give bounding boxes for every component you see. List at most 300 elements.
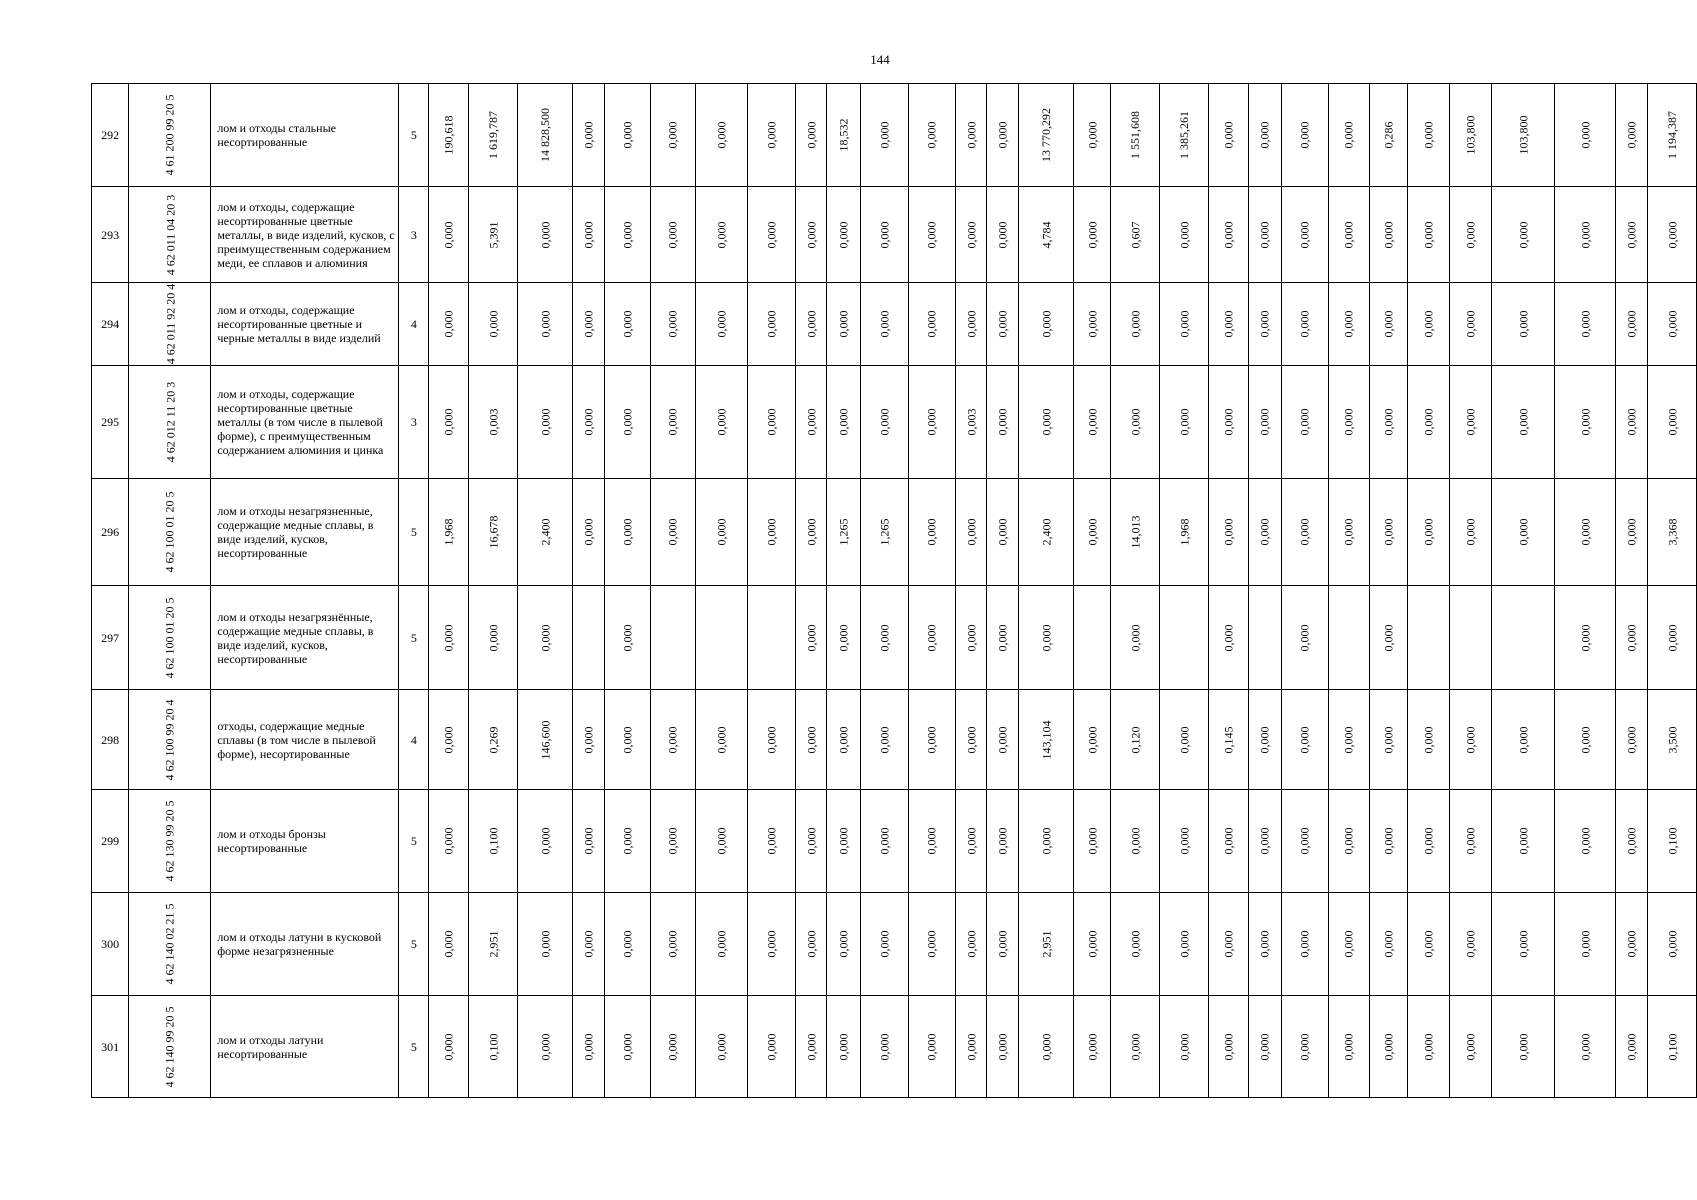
waste-name	[211, 690, 399, 790]
value-cell	[1249, 893, 1282, 996]
value-cell	[1074, 586, 1111, 690]
value-cell	[795, 790, 827, 893]
value-cell	[1407, 84, 1449, 187]
value-cell-text: 0,000	[538, 827, 553, 855]
value-cell-text: 0,000	[620, 221, 635, 248]
value-cell	[1160, 84, 1209, 187]
table-row	[92, 187, 1697, 283]
value-cell-text: 0,000	[538, 310, 553, 338]
value-cell	[1328, 479, 1369, 586]
value-cell	[1449, 690, 1492, 790]
value-cell	[861, 366, 908, 479]
value-cell-text: 0,000	[665, 310, 680, 338]
value-cell	[908, 84, 955, 187]
value-cell	[518, 586, 573, 690]
value-cell-text: 0,000	[714, 827, 729, 855]
value-cell-text: 0,000	[1516, 930, 1531, 958]
value-cell	[1281, 187, 1328, 283]
value-cell	[651, 366, 695, 479]
value-cell	[604, 84, 650, 187]
value-cell	[1209, 366, 1249, 479]
value-cell	[827, 996, 861, 1098]
value-cell-text: 0,000	[1578, 1033, 1593, 1060]
waste-code-text: 4 62 130 99 20 5	[162, 800, 177, 882]
value-cell-text: 0,000	[1085, 1033, 1100, 1060]
value-cell	[1111, 479, 1160, 586]
value-cell-text: 0,000	[995, 121, 1010, 149]
value-cell-text: 0,000	[1421, 518, 1436, 546]
value-cell-text: 0,000	[1341, 726, 1356, 753]
value-cell-text: 0,000	[995, 518, 1010, 546]
value-cell-text: 0,000	[1341, 310, 1356, 338]
value-cell-text: 0,000	[1177, 310, 1192, 338]
value-cell-text: 0,000	[1463, 827, 1478, 855]
value-cell	[695, 893, 748, 996]
value-cell-text: 0,000	[538, 930, 553, 958]
value-cell	[1616, 586, 1648, 690]
value-cell-text: 0,000	[1624, 121, 1639, 149]
value-cell	[1369, 283, 1407, 366]
value-cell	[1555, 790, 1616, 893]
value-cell	[518, 996, 573, 1098]
value-cell-text: 1,265	[836, 518, 851, 546]
value-cell	[908, 366, 955, 479]
value-cell-text: 0,000	[764, 121, 779, 149]
value-cell-text: 0,000	[620, 1033, 635, 1060]
value-cell	[1281, 790, 1328, 893]
value-cell-text: 0,000	[581, 930, 596, 958]
value-cell-text: 0,000	[995, 726, 1010, 753]
value-cell-text: 14 828,500	[538, 108, 553, 162]
value-cell-text: 0,000	[1516, 518, 1531, 546]
value-cell-text: 0,000	[1297, 624, 1312, 651]
value-cell-text: 0,000	[1578, 221, 1593, 248]
value-cell-text: 0,000	[1177, 827, 1192, 855]
value-cell-text: 0,000	[486, 310, 501, 338]
value-cell-text: 0,000	[1128, 1033, 1143, 1060]
value-cell-text: 0,000	[714, 518, 729, 546]
value-cell-text: 0,000	[1421, 221, 1436, 248]
row-number-text: 294	[101, 317, 120, 331]
waste-code	[129, 84, 211, 187]
value-cell	[604, 893, 650, 996]
value-cell-text: 0,000	[995, 221, 1010, 248]
value-cell	[1492, 586, 1555, 690]
value-cell-text: 0,000	[1624, 518, 1639, 546]
value-cell-text: 0,000	[924, 1033, 939, 1060]
value-cell-text: 0,000	[486, 624, 501, 651]
row-number-text: 292	[101, 128, 120, 142]
value-cell-text: 143,104	[1039, 720, 1054, 759]
value-cell	[573, 366, 605, 479]
value-cell-text: 0,000	[764, 518, 779, 546]
value-cell	[695, 479, 748, 586]
value-cell	[1648, 893, 1697, 996]
value-cell	[827, 366, 861, 479]
value-cell	[1492, 187, 1555, 283]
value-cell-text: 0,000	[924, 221, 939, 248]
value-cell-text: 1 194,387	[1665, 111, 1679, 159]
value-cell	[1492, 283, 1555, 366]
value-cell-text: 0,000	[441, 1033, 456, 1060]
value-cell	[795, 996, 827, 1098]
value-cell	[1111, 187, 1160, 283]
value-cell	[1249, 283, 1282, 366]
value-cell-text: 0,000	[620, 624, 635, 651]
hazard-class	[399, 996, 429, 1098]
value-cell	[795, 586, 827, 690]
value-cell	[429, 790, 469, 893]
value-cell-text: 2,951	[486, 930, 501, 958]
value-cell-text: 0,000	[1177, 1033, 1192, 1060]
hazard-class	[399, 586, 429, 690]
value-cell-text: 0,000	[924, 827, 939, 855]
value-cell	[1019, 84, 1074, 187]
value-cell	[1492, 690, 1555, 790]
value-cell-text: 0,000	[1177, 408, 1192, 436]
value-cell	[748, 479, 795, 586]
value-cell	[518, 84, 573, 187]
value-cell-text: 0,000	[836, 1033, 851, 1060]
value-cell-text: 0,000	[877, 726, 892, 753]
value-cell	[1369, 790, 1407, 893]
value-cell	[573, 187, 605, 283]
value-cell-text: 0,000	[1221, 221, 1236, 248]
value-cell	[1160, 283, 1209, 366]
value-cell	[1328, 366, 1369, 479]
value-cell-text: 0,000	[804, 930, 818, 958]
value-cell	[429, 187, 469, 283]
value-cell	[1160, 366, 1209, 479]
value-cell	[1616, 479, 1648, 586]
hazard-class-text: 4	[410, 732, 417, 747]
value-cell-text: 0,120	[1128, 726, 1143, 753]
row-number	[92, 283, 129, 366]
value-cell-text: 0,000	[995, 408, 1010, 436]
value-cell-text: 0,000	[964, 930, 979, 958]
value-cell-text: 0,000	[804, 310, 818, 338]
hazard-class-text: 5	[410, 1039, 417, 1054]
value-cell-text: 0,000	[964, 121, 979, 149]
value-cell	[1407, 187, 1449, 283]
value-cell	[1209, 187, 1249, 283]
value-cell-text: 0,000	[964, 518, 979, 546]
value-cell-text: 0,000	[538, 408, 553, 436]
waste-name	[211, 283, 399, 366]
value-cell	[1281, 283, 1328, 366]
value-cell	[748, 586, 795, 690]
value-cell-text: 0,000	[1085, 827, 1100, 855]
waste-name-text: лом и отходы, содержащие несортированные цветные металлы, в виде изделий, кусков, с преимущественным содержанием меди, ее сплавов и алюминия	[217, 199, 395, 270]
value-cell	[861, 479, 908, 586]
value-cell-text: 0,000	[804, 408, 818, 436]
value-cell	[1616, 996, 1648, 1098]
waste-code-text: 4 62 100 01 20 5	[162, 491, 177, 573]
value-cell-text: 0,000	[1578, 310, 1593, 338]
value-cell	[1369, 893, 1407, 996]
value-cell	[1074, 479, 1111, 586]
value-cell	[518, 283, 573, 366]
value-cell-text: 0,000	[1341, 827, 1356, 855]
waste-name	[211, 893, 399, 996]
waste-table	[91, 83, 1697, 1098]
value-cell-text: 0,000	[877, 1033, 892, 1060]
value-cell	[469, 893, 518, 996]
value-cell	[1616, 366, 1648, 479]
value-cell-text: 0,000	[836, 827, 851, 855]
value-cell-text: 0,000	[538, 221, 553, 248]
value-cell	[861, 790, 908, 893]
value-cell	[1160, 790, 1209, 893]
value-cell	[573, 283, 605, 366]
value-cell-text: 0,000	[924, 310, 939, 338]
value-cell-text: 0,000	[924, 726, 939, 753]
value-cell	[469, 790, 518, 893]
value-cell	[1209, 283, 1249, 366]
value-cell	[518, 790, 573, 893]
value-cell-text: 0,000	[1516, 310, 1531, 338]
value-cell	[1328, 586, 1369, 690]
value-cell	[1019, 479, 1074, 586]
value-cell	[827, 690, 861, 790]
value-cell-text: 0,000	[1128, 827, 1143, 855]
value-cell	[1407, 366, 1449, 479]
value-cell	[1160, 187, 1209, 283]
value-cell	[748, 893, 795, 996]
value-cell	[1369, 479, 1407, 586]
value-cell	[1074, 283, 1111, 366]
value-cell-text: 0,000	[1341, 121, 1356, 149]
value-cell	[908, 996, 955, 1098]
value-cell-text: 0,000	[1297, 310, 1312, 338]
value-cell	[1111, 586, 1160, 690]
value-cell-text: 0,000	[1341, 408, 1356, 436]
value-cell	[1074, 996, 1111, 1098]
value-cell	[469, 187, 518, 283]
value-cell	[1369, 187, 1407, 283]
value-cell-text: 0,000	[581, 408, 596, 436]
waste-name	[211, 187, 399, 283]
value-cell-text: 0,000	[1463, 221, 1478, 248]
value-cell-text: 0,000	[714, 408, 729, 436]
value-cell-text: 0,000	[1463, 310, 1478, 338]
waste-code-text: 4 62 140 99 20 5	[162, 1006, 177, 1087]
value-cell-text: 0,000	[1381, 827, 1396, 855]
value-cell-text: 0,000	[1039, 310, 1054, 338]
value-cell	[695, 690, 748, 790]
value-cell-text: 0,000	[441, 310, 456, 338]
value-cell-text: 0,000	[1381, 408, 1396, 436]
value-cell-text: 0,286	[1381, 121, 1396, 149]
value-cell-text: 0,000	[665, 1033, 680, 1060]
hazard-class	[399, 366, 429, 479]
value-cell	[987, 283, 1019, 366]
value-cell-text: 0,000	[1516, 408, 1531, 436]
value-cell	[469, 690, 518, 790]
value-cell-text: 0,000	[1624, 726, 1639, 753]
hazard-class	[399, 84, 429, 187]
value-cell	[1281, 479, 1328, 586]
value-cell	[1492, 366, 1555, 479]
value-cell-text: 0,000	[836, 726, 851, 753]
value-cell	[1074, 790, 1111, 893]
value-cell	[469, 479, 518, 586]
value-cell	[1407, 996, 1449, 1098]
value-cell-text: 0,000	[1257, 121, 1272, 149]
value-cell	[1369, 84, 1407, 187]
value-cell-text: 0,000	[1624, 930, 1639, 958]
waste-name-text: лом и отходы латуни в кусковой форме незагрязненные	[217, 930, 382, 958]
value-cell	[1369, 690, 1407, 790]
waste-code-text: 4 62 011 92 20 4	[162, 283, 177, 365]
value-cell-text: 0,000	[1221, 930, 1236, 958]
value-cell-text: 0,000	[1221, 624, 1236, 651]
value-cell	[987, 187, 1019, 283]
value-cell	[604, 187, 650, 283]
value-cell	[469, 84, 518, 187]
value-cell	[795, 893, 827, 996]
value-cell-text: 103,800	[1516, 115, 1531, 155]
value-cell-text: 0,000	[1665, 221, 1679, 248]
waste-name	[211, 366, 399, 479]
value-cell-text: 0,000	[665, 930, 680, 958]
value-cell-text: 0,000	[1624, 827, 1639, 855]
value-cell-text: 0,000	[764, 930, 779, 958]
value-cell-text: 0,000	[804, 1033, 818, 1060]
value-cell	[573, 790, 605, 893]
value-cell-text: 0,000	[877, 624, 892, 651]
value-cell	[1616, 893, 1648, 996]
value-cell-text: 0,000	[995, 827, 1010, 855]
row-number	[92, 187, 129, 283]
waste-code-text: 4 62 100 99 20 4	[162, 699, 177, 780]
value-cell-text: 0,000	[1421, 1033, 1436, 1060]
value-cell-text: 0,000	[1297, 930, 1312, 958]
value-cell-text: 0,000	[1257, 930, 1272, 958]
value-cell	[1616, 690, 1648, 790]
value-cell-text: 103,800	[1463, 115, 1478, 155]
value-cell	[987, 690, 1019, 790]
value-cell	[1555, 690, 1616, 790]
value-cell	[955, 283, 987, 366]
value-cell	[518, 479, 573, 586]
value-cell-text: 0,000	[1297, 1033, 1312, 1060]
value-cell	[955, 893, 987, 996]
value-cell	[1160, 893, 1209, 996]
value-cell-text: 0,000	[620, 121, 635, 149]
value-cell-text: 0,000	[1257, 1033, 1272, 1060]
value-cell-text: 0,000	[1381, 930, 1396, 958]
row-number	[92, 790, 129, 893]
value-cell	[651, 996, 695, 1098]
value-cell-text: 0,000	[441, 221, 456, 248]
value-cell	[1492, 790, 1555, 893]
value-cell-text: 0,000	[995, 930, 1010, 958]
value-cell	[861, 996, 908, 1098]
waste-code-text: 4 62 140 02 21 5	[162, 903, 177, 985]
value-cell-text: 0,000	[1578, 518, 1593, 546]
value-cell	[908, 790, 955, 893]
value-cell-text: 0,000	[1516, 726, 1531, 753]
table-row	[92, 586, 1697, 690]
value-cell	[1160, 690, 1209, 790]
value-cell-text: 0,000	[836, 930, 851, 958]
value-cell-text: 0,100	[486, 827, 501, 855]
value-cell-text: 0,000	[581, 221, 596, 248]
value-cell-text: 0,000	[804, 726, 818, 753]
value-cell-text: 0,000	[964, 310, 979, 338]
value-cell	[651, 893, 695, 996]
value-cell	[651, 283, 695, 366]
waste-code	[129, 187, 211, 283]
waste-code	[129, 690, 211, 790]
waste-code	[129, 586, 211, 690]
value-cell	[1160, 586, 1209, 690]
value-cell	[469, 996, 518, 1098]
value-cell	[695, 586, 748, 690]
value-cell-text: 0,000	[441, 827, 456, 855]
value-cell-text: 0,000	[1578, 930, 1593, 958]
value-cell-text: 0,000	[836, 408, 851, 436]
value-cell	[1369, 586, 1407, 690]
value-cell-text: 0,000	[441, 408, 456, 436]
value-cell	[429, 690, 469, 790]
value-cell-text: 1,968	[1177, 518, 1192, 546]
value-cell	[1555, 283, 1616, 366]
value-cell-text: 0,000	[1128, 408, 1143, 436]
value-cell	[469, 283, 518, 366]
value-cell-text: 0,000	[1297, 726, 1312, 753]
value-cell-text: 0,000	[1341, 1033, 1356, 1060]
value-cell-text: 0,000	[1341, 518, 1356, 546]
value-cell-text: 0,000	[714, 726, 729, 753]
value-cell	[1019, 586, 1074, 690]
waste-name-text: лом и отходы, содержащие несортированные цветные металлы (в том числе в пылевой форме), с преимущественным содержанием алюминия и цинка	[217, 387, 384, 457]
value-cell-text: 0,000	[1381, 1033, 1396, 1060]
value-cell	[908, 690, 955, 790]
value-cell-text: 0,000	[877, 827, 892, 855]
value-cell-text: 0,000	[620, 726, 635, 753]
hazard-class-text: 5	[410, 525, 417, 539]
value-cell-text: 0,000	[1516, 1033, 1531, 1060]
value-cell-text: 2,400	[1039, 518, 1054, 546]
value-cell-text: 16,678	[486, 515, 501, 549]
value-cell-text: 0,000	[924, 121, 939, 149]
table-row	[92, 479, 1697, 586]
value-cell-text: 0,000	[1381, 221, 1396, 248]
value-cell	[469, 586, 518, 690]
hazard-class-text: 4	[410, 317, 417, 331]
hazard-class-text: 5	[410, 937, 417, 951]
value-cell	[1328, 84, 1369, 187]
value-cell-text: 0,000	[1578, 726, 1593, 753]
value-cell	[1160, 996, 1209, 1098]
value-cell-text: 0,000	[1665, 624, 1679, 651]
value-cell-text: 0,000	[764, 827, 779, 855]
value-cell-text: 190,618	[441, 115, 456, 155]
value-cell-text: 0,000	[1085, 930, 1100, 958]
value-cell-text: 0,000	[1085, 518, 1100, 546]
waste-code	[129, 893, 211, 996]
value-cell-text: 0,000	[665, 221, 680, 248]
value-cell	[1111, 283, 1160, 366]
value-cell-text: 0,000	[441, 726, 456, 753]
value-cell-text: 0,000	[581, 827, 596, 855]
value-cell-text: 0,000	[1221, 408, 1236, 436]
waste-name-text: лом и отходы незагрязненные, содержащие медные сплавы, в виде изделий, кусков, несортированные	[217, 504, 374, 560]
value-cell	[429, 996, 469, 1098]
value-cell	[1249, 996, 1282, 1098]
